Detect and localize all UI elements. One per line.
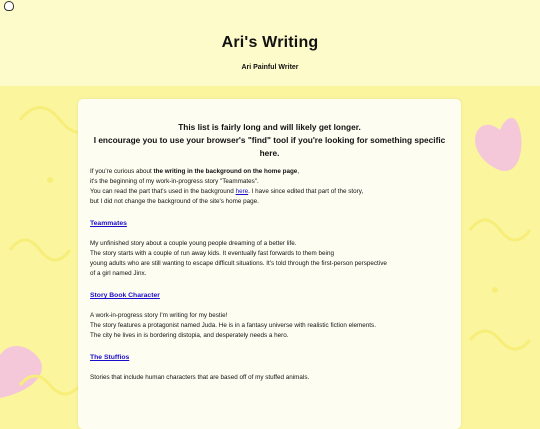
cat-logo-icon — [4, 1, 14, 11]
swirl-shape — [470, 331, 530, 349]
story-heading — [90, 219, 449, 229]
heart-shape — [475, 118, 521, 171]
story-link-story-book-character[interactable]: Story Book Character — [90, 292, 160, 299]
page-subtitle: Ari Painful Writer — [241, 64, 299, 71]
heart-shape — [0, 346, 42, 398]
story-link-teammates[interactable]: Teammates — [90, 220, 127, 227]
text-span: . I have since edited that part of the story, — [248, 188, 364, 195]
text-span: If you're curious about — [90, 168, 154, 175]
story-heading — [90, 353, 449, 363]
story-entry-teammates — [90, 219, 449, 279]
intro-line: I encourage you to use your browser's "find" tool if you're looking for something specific here. — [93, 135, 446, 158]
dot-shape — [492, 287, 498, 293]
background-note-line: it's the beginning of my work-in-progress story "Teammates". — [90, 178, 259, 185]
swirl-shape — [10, 240, 70, 260]
background-note-line — [90, 187, 449, 197]
story-description-line: The city he lives in is bordering distopia, and desperately needs a hero. — [90, 332, 289, 339]
content-card — [78, 99, 461, 429]
story-description — [90, 239, 449, 279]
story-link-the-stuffios[interactable]: The Stuffios — [90, 354, 130, 361]
background-note — [90, 167, 449, 207]
text-span: , — [297, 168, 300, 175]
background-note-line — [90, 167, 449, 177]
swirl-shape — [470, 220, 530, 240]
story-description-line: Stories that include human characters that are based off of my stuffed animals. — [90, 374, 310, 381]
bold-text: the writing in the background on the home page — [153, 168, 298, 175]
story-entry-story-book-character — [90, 291, 449, 341]
story-description-line: My unfinished story about a couple young people dreaming of a better life. — [90, 240, 297, 247]
page-title: Ari's Writing — [221, 34, 319, 51]
background-excerpt-link[interactable]: here — [235, 188, 249, 195]
background-note-line: but I did not change the background of the site's home page. — [90, 198, 259, 205]
intro-line: This list is fairly long and will likely get longer. — [178, 122, 361, 132]
story-description-line: A work-in-progress story I'm writing for my bestie! — [90, 312, 228, 319]
dot-shape — [47, 177, 53, 183]
story-description-line: young adults who are still wanting to escape difficult situations. It's told through the first-person perspective — [90, 260, 387, 267]
text-span: You can read the part that's used in the background — [90, 188, 236, 195]
story-heading — [90, 291, 449, 301]
story-description — [90, 373, 449, 383]
story-description-line: of a girl named Jinx. — [90, 270, 147, 277]
story-description — [90, 311, 449, 341]
site-header — [0, 0, 540, 86]
intro-notice — [90, 121, 449, 160]
site-logo[interactable] — [2, 1, 16, 17]
story-description-line: The story features a protagonist named Juda. He is in a fantasy universe with realistic fiction elements. — [90, 322, 376, 329]
story-description-line: The story starts with a couple of run away kids. It eventually fast forwards to them being — [90, 250, 334, 257]
story-entry-the-stuffios — [90, 353, 449, 383]
